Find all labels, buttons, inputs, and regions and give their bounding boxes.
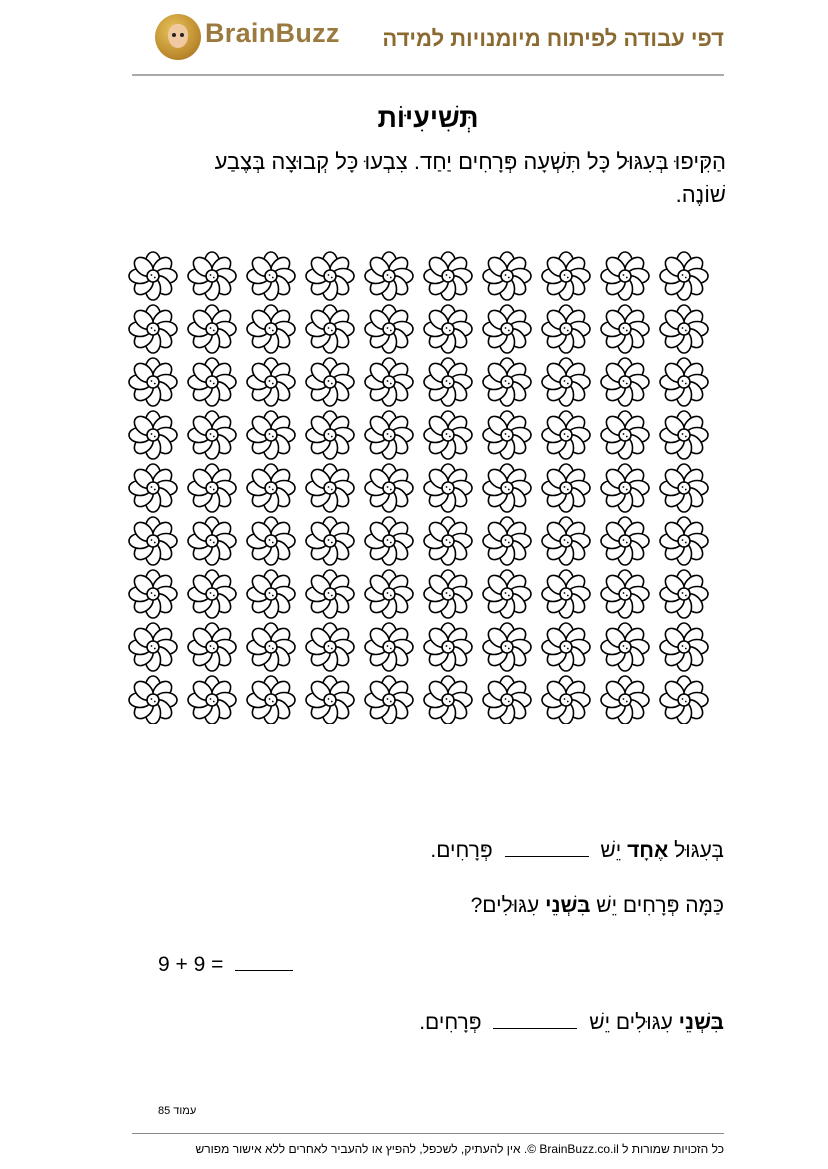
header-title: דפי עבודה לפיתוח מיומנויות למידה — [382, 26, 724, 51]
flower-icon — [660, 570, 708, 618]
flower-icon — [365, 676, 413, 724]
flower-icon — [247, 252, 295, 300]
header-divider — [132, 74, 724, 76]
flower-icon — [601, 252, 649, 300]
flower-icon — [542, 623, 590, 671]
flower-icon — [129, 464, 177, 512]
flower-icon — [129, 623, 177, 671]
flower-icon — [188, 411, 236, 459]
flower-icon — [129, 411, 177, 459]
flower-icon — [365, 570, 413, 618]
answer-blank[interactable] — [505, 838, 589, 857]
flower-icon — [601, 623, 649, 671]
flower-icon — [483, 570, 531, 618]
flower-icon — [365, 358, 413, 406]
worksheet-title: תְּשִׁיעִיּוֹת — [377, 103, 479, 133]
flower-icon — [306, 570, 354, 618]
flower-icon — [306, 623, 354, 671]
instructions-text: הַקִּיפוּ בְּעִגּוּל כָּל תִּשְׁעָה פְּרָחִים יַחַד. צִבְעוּ כָּל קְבוּצָה בְּצֶבַע שׁוֹנֶה. — [214, 149, 726, 207]
flower-icon — [129, 676, 177, 724]
flower-icon — [542, 411, 590, 459]
flower-icon — [247, 411, 295, 459]
flower-icon — [660, 676, 708, 724]
flower-icon — [483, 517, 531, 565]
flower-icon — [601, 411, 649, 459]
flower-icon — [188, 676, 236, 724]
flower-icon — [188, 623, 236, 671]
flower-grid — [126, 249, 716, 724]
answer-blank[interactable] — [235, 952, 293, 971]
flower-icon — [306, 252, 354, 300]
flower-icon — [483, 358, 531, 406]
flower-icon — [365, 252, 413, 300]
flower-icon — [424, 252, 472, 300]
flower-icon — [129, 570, 177, 618]
flower-icon — [660, 305, 708, 353]
flower-icon — [424, 411, 472, 459]
flower-icon — [542, 358, 590, 406]
equation: 9 + 9 = — [158, 952, 293, 977]
flower-icon — [542, 676, 590, 724]
brainbuzz-logo — [155, 12, 365, 64]
flower-icon — [247, 464, 295, 512]
flower-icon — [660, 623, 708, 671]
footer-divider — [132, 1133, 724, 1134]
flower-icon — [365, 411, 413, 459]
logo-text: BrainBuzz — [205, 18, 340, 48]
flower-icon — [424, 358, 472, 406]
flower-icon — [542, 252, 590, 300]
flower-icon — [601, 358, 649, 406]
flower-icon — [424, 676, 472, 724]
flower-icon — [188, 464, 236, 512]
flower-icon — [483, 464, 531, 512]
flower-icon — [188, 517, 236, 565]
question-two-circles: כַּמָּה פְּרָחִים יֵשׁ בִּשְׁנֵי עִגּוּלִים? — [470, 894, 724, 917]
flower-icon — [483, 252, 531, 300]
flower-icon — [306, 464, 354, 512]
flower-icon — [247, 305, 295, 353]
flower-icon — [601, 517, 649, 565]
flower-icon — [365, 305, 413, 353]
flower-icon — [129, 517, 177, 565]
flower-icon — [660, 252, 708, 300]
flower-icon — [365, 623, 413, 671]
flower-icon — [188, 570, 236, 618]
flower-icon — [306, 411, 354, 459]
flower-icon — [660, 517, 708, 565]
flower-icon — [424, 623, 472, 671]
flower-icon — [601, 464, 649, 512]
flower-icon — [188, 252, 236, 300]
flower-icon — [483, 676, 531, 724]
flower-icon — [660, 358, 708, 406]
flower-icon — [601, 676, 649, 724]
flower-icon — [129, 358, 177, 406]
flower-icon — [424, 570, 472, 618]
answer-blank[interactable] — [493, 1010, 577, 1029]
flower-icon — [601, 305, 649, 353]
mascot-icon — [155, 14, 201, 60]
flower-icon — [306, 358, 354, 406]
flower-icon — [247, 623, 295, 671]
flower-icon — [542, 464, 590, 512]
page-number: עמוד 85 — [158, 1105, 197, 1117]
question-one-circle: בְּעִגּוּל אֶחָד יֵשׁ פְּרָחִים. — [430, 839, 724, 862]
flower-icon — [365, 517, 413, 565]
flower-icon — [424, 305, 472, 353]
flower-icon — [365, 464, 413, 512]
flower-icon — [483, 623, 531, 671]
flower-icon — [247, 570, 295, 618]
flower-icon — [306, 305, 354, 353]
flower-icon — [247, 517, 295, 565]
flower-icon — [188, 358, 236, 406]
flower-icon — [483, 305, 531, 353]
flower-icon — [188, 305, 236, 353]
copyright-footer: כל הזכויות שמורות ל BrainBuzz.co.il ©. אין להעתיק, לשכפל, להפיץ או להעביר לאחרים ללא אישור מפורש — [195, 1142, 724, 1156]
flower-icon — [247, 676, 295, 724]
flower-icon — [129, 252, 177, 300]
flower-icon — [424, 464, 472, 512]
flower-icon — [660, 464, 708, 512]
flower-icon — [424, 517, 472, 565]
flower-icon — [306, 517, 354, 565]
flower-icon — [660, 411, 708, 459]
flower-icon — [542, 570, 590, 618]
flower-icon — [601, 570, 649, 618]
flower-icon — [306, 676, 354, 724]
question-two-circles-answer: בִּשְׁנֵי עִגּוּלִים יֵשׁ פְּרָחִים. — [419, 1011, 724, 1034]
flower-icon — [483, 411, 531, 459]
flower-icon — [542, 517, 590, 565]
flower-icon — [129, 305, 177, 353]
flower-icon — [247, 358, 295, 406]
flower-icon — [542, 305, 590, 353]
